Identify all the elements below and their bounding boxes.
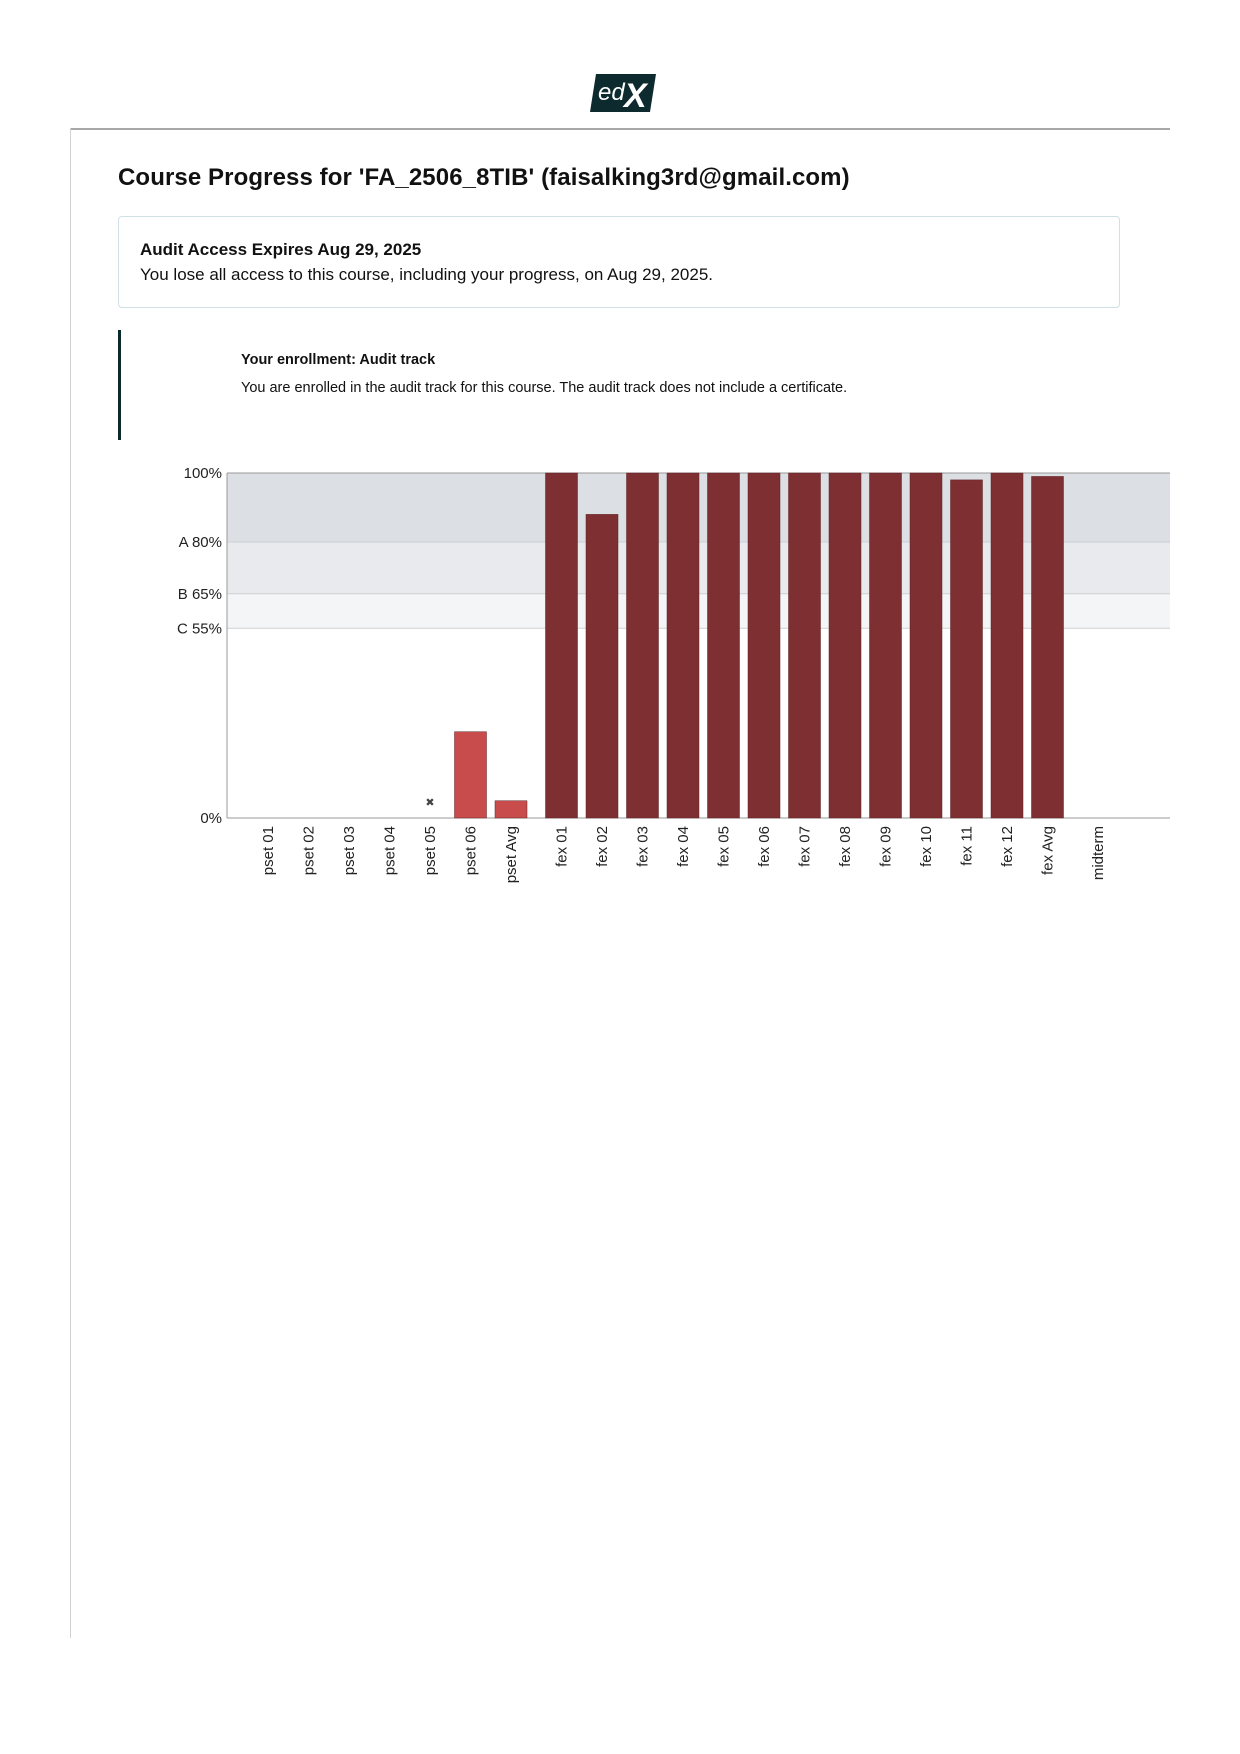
bar bbox=[546, 473, 578, 818]
content-left-border bbox=[70, 128, 71, 1638]
x-tick-label: fex 01 bbox=[553, 826, 571, 867]
grade-progress-chart bbox=[150, 455, 1170, 895]
x-tick-label: pset 03 bbox=[341, 826, 358, 876]
y-tick-label: C 55% bbox=[176, 620, 222, 638]
page-title: Course Progress for 'FA_2506_8TIB' (faisalking3rd@gmail.com) bbox=[118, 164, 850, 191]
y-tick-label: A 80% bbox=[178, 534, 222, 551]
svg-text:X: X bbox=[624, 77, 647, 112]
alert-body: You lose all access to this course, including your progress, on Aug 29, 2025. bbox=[140, 265, 714, 284]
bar bbox=[829, 473, 861, 818]
y-tick-label: 0% bbox=[200, 810, 222, 827]
x-tick-label: fex 06 bbox=[756, 826, 773, 867]
x-tick-label: fex 11 bbox=[958, 826, 976, 866]
alert-title: Audit Access Expires Aug 29, 2025 bbox=[140, 240, 422, 259]
bar bbox=[667, 473, 699, 818]
x-tick-label: fex 08 bbox=[837, 826, 854, 867]
site-header bbox=[70, 0, 1170, 130]
enrollment-title: Your enrollment: Audit track bbox=[241, 352, 436, 368]
x-tick-label: fex 03 bbox=[634, 826, 652, 867]
bar bbox=[748, 473, 780, 818]
enrollment-notice bbox=[118, 330, 1121, 440]
y-tick-label: B 65% bbox=[177, 585, 222, 603]
x-tick-label: pset 06 bbox=[462, 826, 480, 876]
x-tick-label: pset Avg bbox=[503, 826, 520, 884]
bar bbox=[627, 473, 659, 818]
bar bbox=[789, 473, 821, 818]
bar bbox=[991, 473, 1023, 818]
x-tick-label: pset 01 bbox=[260, 826, 277, 876]
y-tick-label: 100% bbox=[183, 465, 222, 482]
bar bbox=[495, 801, 527, 818]
bar bbox=[910, 473, 942, 818]
bar bbox=[586, 514, 618, 818]
x-tick-label: fex 04 bbox=[675, 826, 692, 867]
bar bbox=[455, 732, 487, 818]
x-tick-label: pset 04 bbox=[381, 826, 399, 876]
x-tick-label: fex 05 bbox=[715, 826, 733, 867]
edx-logo-icon[interactable] bbox=[590, 74, 656, 112]
x-tick-label: fex 07 bbox=[796, 826, 814, 867]
bar bbox=[951, 480, 983, 818]
x-tick-label: fex 02 bbox=[594, 826, 611, 867]
x-tick-label: midterm bbox=[1090, 826, 1107, 881]
x-tick-label: pset 02 bbox=[300, 826, 318, 876]
x-tick-label: pset 05 bbox=[422, 826, 439, 876]
svg-text:ed: ed bbox=[598, 79, 625, 106]
dropped-marker: ✖ bbox=[425, 795, 435, 809]
bar bbox=[870, 473, 902, 818]
bar bbox=[1032, 476, 1064, 818]
x-tick-label: fex 12 bbox=[999, 826, 1016, 867]
x-tick-label: fex Avg bbox=[1039, 826, 1057, 875]
bar bbox=[708, 473, 740, 818]
enrollment-body: You are enrolled in the audit track for this course. The audit track does not include a certificate. bbox=[241, 380, 848, 396]
audit-expiry-alert bbox=[118, 216, 1120, 308]
x-tick-label: fex 09 bbox=[877, 826, 895, 867]
x-tick-label: fex 10 bbox=[918, 826, 935, 867]
